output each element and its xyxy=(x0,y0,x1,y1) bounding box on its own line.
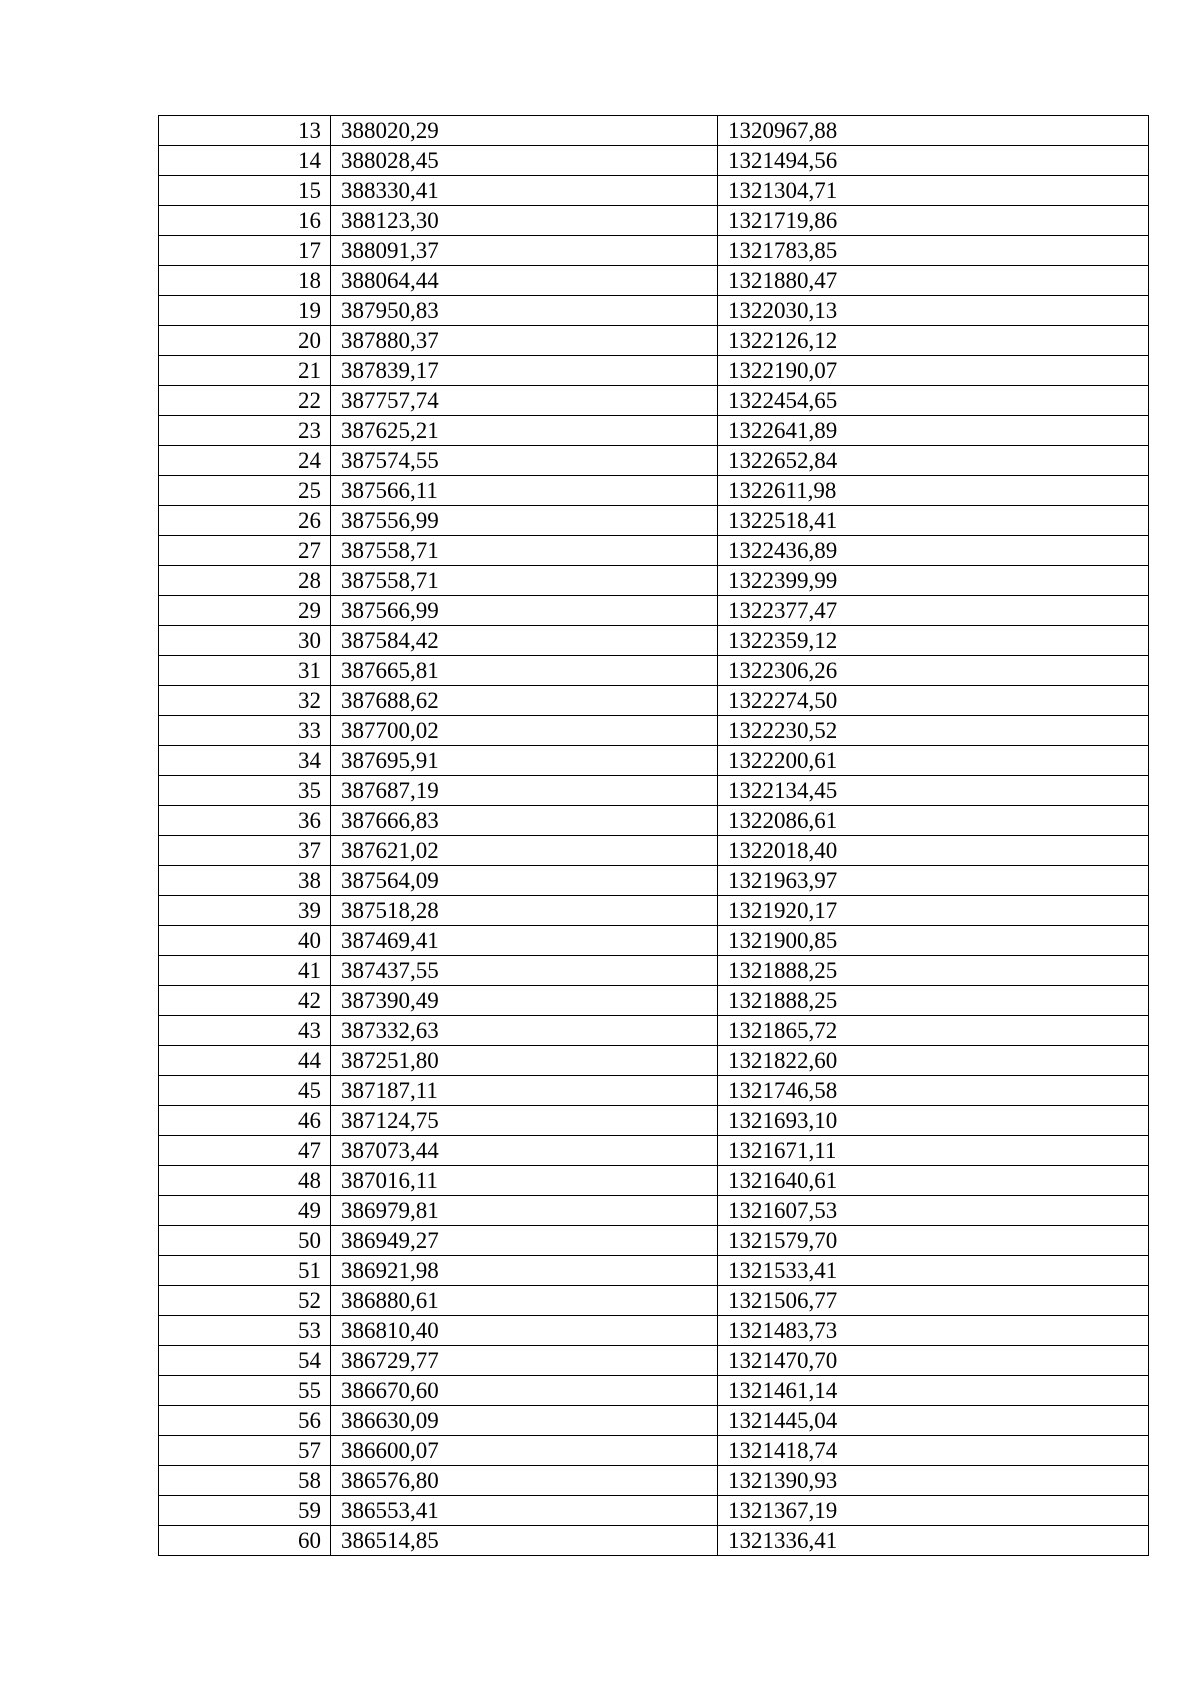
point-number-cell: 27 xyxy=(159,536,331,566)
table-row xyxy=(159,386,1149,416)
table-row xyxy=(159,146,1149,176)
coordinates-table xyxy=(158,115,1149,1556)
point-number-cell: 53 xyxy=(159,1316,331,1346)
y-coordinate-cell: 1321888,25 xyxy=(718,986,1149,1016)
table-row xyxy=(159,1166,1149,1196)
point-number-cell: 58 xyxy=(159,1466,331,1496)
y-coordinate-cell: 1321304,71 xyxy=(718,176,1149,206)
x-coordinate-cell: 386979,81 xyxy=(331,1196,718,1226)
table-row xyxy=(159,716,1149,746)
table-row xyxy=(159,686,1149,716)
point-number-cell: 45 xyxy=(159,1076,331,1106)
x-coordinate-cell: 386600,07 xyxy=(331,1436,718,1466)
y-coordinate-cell: 1321822,60 xyxy=(718,1046,1149,1076)
table-row xyxy=(159,1436,1149,1466)
point-number-cell: 28 xyxy=(159,566,331,596)
point-number-cell: 36 xyxy=(159,806,331,836)
point-number-cell: 20 xyxy=(159,326,331,356)
y-coordinate-cell: 1322611,98 xyxy=(718,476,1149,506)
y-coordinate-cell: 1320967,88 xyxy=(718,116,1149,146)
x-coordinate-cell: 386880,61 xyxy=(331,1286,718,1316)
x-coordinate-cell: 387390,49 xyxy=(331,986,718,1016)
y-coordinate-cell: 1322190,07 xyxy=(718,356,1149,386)
table-row xyxy=(159,326,1149,356)
y-coordinate-cell: 1321671,11 xyxy=(718,1136,1149,1166)
point-number-cell: 26 xyxy=(159,506,331,536)
point-number-cell: 15 xyxy=(159,176,331,206)
x-coordinate-cell: 387437,55 xyxy=(331,956,718,986)
y-coordinate-cell: 1322641,89 xyxy=(718,416,1149,446)
point-number-cell: 21 xyxy=(159,356,331,386)
point-number-cell: 24 xyxy=(159,446,331,476)
table-row xyxy=(159,206,1149,236)
y-coordinate-cell: 1322436,89 xyxy=(718,536,1149,566)
point-number-cell: 47 xyxy=(159,1136,331,1166)
y-coordinate-cell: 1322359,12 xyxy=(718,626,1149,656)
x-coordinate-cell: 386514,85 xyxy=(331,1526,718,1556)
point-number-cell: 16 xyxy=(159,206,331,236)
y-coordinate-cell: 1321746,58 xyxy=(718,1076,1149,1106)
point-number-cell: 17 xyxy=(159,236,331,266)
point-number-cell: 31 xyxy=(159,656,331,686)
table-row xyxy=(159,296,1149,326)
table-row xyxy=(159,956,1149,986)
point-number-cell: 29 xyxy=(159,596,331,626)
table-row xyxy=(159,1226,1149,1256)
y-coordinate-cell: 1321607,53 xyxy=(718,1196,1149,1226)
table-row xyxy=(159,626,1149,656)
x-coordinate-cell: 388020,29 xyxy=(331,116,718,146)
y-coordinate-cell: 1322518,41 xyxy=(718,506,1149,536)
x-coordinate-cell: 386553,41 xyxy=(331,1496,718,1526)
y-coordinate-cell: 1321506,77 xyxy=(718,1286,1149,1316)
point-number-cell: 44 xyxy=(159,1046,331,1076)
point-number-cell: 34 xyxy=(159,746,331,776)
y-coordinate-cell: 1321390,93 xyxy=(718,1466,1149,1496)
x-coordinate-cell: 387665,81 xyxy=(331,656,718,686)
y-coordinate-cell: 1322030,13 xyxy=(718,296,1149,326)
table-row xyxy=(159,536,1149,566)
point-number-cell: 37 xyxy=(159,836,331,866)
coordinates-table-body xyxy=(159,116,1149,1556)
x-coordinate-cell: 387687,19 xyxy=(331,776,718,806)
table-row xyxy=(159,926,1149,956)
y-coordinate-cell: 1321418,74 xyxy=(718,1436,1149,1466)
x-coordinate-cell: 387187,11 xyxy=(331,1076,718,1106)
table-row xyxy=(159,776,1149,806)
x-coordinate-cell: 386576,80 xyxy=(331,1466,718,1496)
y-coordinate-cell: 1321693,10 xyxy=(718,1106,1149,1136)
y-coordinate-cell: 1321494,56 xyxy=(718,146,1149,176)
table-row xyxy=(159,656,1149,686)
point-number-cell: 25 xyxy=(159,476,331,506)
x-coordinate-cell: 387839,17 xyxy=(331,356,718,386)
x-coordinate-cell: 386810,40 xyxy=(331,1316,718,1346)
point-number-cell: 41 xyxy=(159,956,331,986)
x-coordinate-cell: 388330,41 xyxy=(331,176,718,206)
y-coordinate-cell: 1322126,12 xyxy=(718,326,1149,356)
point-number-cell: 46 xyxy=(159,1106,331,1136)
point-number-cell: 18 xyxy=(159,266,331,296)
point-number-cell: 49 xyxy=(159,1196,331,1226)
y-coordinate-cell: 1322086,61 xyxy=(718,806,1149,836)
table-row xyxy=(159,356,1149,386)
point-number-cell: 14 xyxy=(159,146,331,176)
y-coordinate-cell: 1321783,85 xyxy=(718,236,1149,266)
x-coordinate-cell: 387558,71 xyxy=(331,566,718,596)
y-coordinate-cell: 1321900,85 xyxy=(718,926,1149,956)
point-number-cell: 19 xyxy=(159,296,331,326)
x-coordinate-cell: 387518,28 xyxy=(331,896,718,926)
point-number-cell: 30 xyxy=(159,626,331,656)
x-coordinate-cell: 387688,62 xyxy=(331,686,718,716)
x-coordinate-cell: 387574,55 xyxy=(331,446,718,476)
y-coordinate-cell: 1321880,47 xyxy=(718,266,1149,296)
table-row xyxy=(159,1016,1149,1046)
y-coordinate-cell: 1321533,41 xyxy=(718,1256,1149,1286)
x-coordinate-cell: 387584,42 xyxy=(331,626,718,656)
y-coordinate-cell: 1321865,72 xyxy=(718,1016,1149,1046)
x-coordinate-cell: 387564,09 xyxy=(331,866,718,896)
table-row xyxy=(159,116,1149,146)
table-row xyxy=(159,1346,1149,1376)
point-number-cell: 32 xyxy=(159,686,331,716)
table-row xyxy=(159,416,1149,446)
y-coordinate-cell: 1321461,14 xyxy=(718,1376,1149,1406)
point-number-cell: 56 xyxy=(159,1406,331,1436)
x-coordinate-cell: 387332,63 xyxy=(331,1016,718,1046)
table-row xyxy=(159,1136,1149,1166)
table-row xyxy=(159,836,1149,866)
table-row xyxy=(159,746,1149,776)
point-number-cell: 39 xyxy=(159,896,331,926)
point-number-cell: 42 xyxy=(159,986,331,1016)
y-coordinate-cell: 1322306,26 xyxy=(718,656,1149,686)
point-number-cell: 23 xyxy=(159,416,331,446)
point-number-cell: 50 xyxy=(159,1226,331,1256)
table-row xyxy=(159,446,1149,476)
x-coordinate-cell: 387469,41 xyxy=(331,926,718,956)
table-row xyxy=(159,506,1149,536)
table-row xyxy=(159,1286,1149,1316)
x-coordinate-cell: 387621,02 xyxy=(331,836,718,866)
point-number-cell: 57 xyxy=(159,1436,331,1466)
table-row xyxy=(159,806,1149,836)
table-row xyxy=(159,866,1149,896)
y-coordinate-cell: 1322018,40 xyxy=(718,836,1149,866)
x-coordinate-cell: 388091,37 xyxy=(331,236,718,266)
point-number-cell: 35 xyxy=(159,776,331,806)
x-coordinate-cell: 386921,98 xyxy=(331,1256,718,1286)
x-coordinate-cell: 387880,37 xyxy=(331,326,718,356)
x-coordinate-cell: 387566,99 xyxy=(331,596,718,626)
table-row xyxy=(159,1496,1149,1526)
table-row xyxy=(159,986,1149,1016)
point-number-cell: 33 xyxy=(159,716,331,746)
x-coordinate-cell: 387251,80 xyxy=(331,1046,718,1076)
table-row xyxy=(159,266,1149,296)
y-coordinate-cell: 1321719,86 xyxy=(718,206,1149,236)
y-coordinate-cell: 1321470,70 xyxy=(718,1346,1149,1376)
table-row xyxy=(159,896,1149,926)
point-number-cell: 60 xyxy=(159,1526,331,1556)
y-coordinate-cell: 1322134,45 xyxy=(718,776,1149,806)
x-coordinate-cell: 387695,91 xyxy=(331,746,718,776)
point-number-cell: 52 xyxy=(159,1286,331,1316)
point-number-cell: 54 xyxy=(159,1346,331,1376)
table-row xyxy=(159,1376,1149,1406)
table-row xyxy=(159,176,1149,206)
y-coordinate-cell: 1322230,52 xyxy=(718,716,1149,746)
table-row xyxy=(159,1316,1149,1346)
y-coordinate-cell: 1321445,04 xyxy=(718,1406,1149,1436)
y-coordinate-cell: 1322377,47 xyxy=(718,596,1149,626)
point-number-cell: 59 xyxy=(159,1496,331,1526)
y-coordinate-cell: 1321367,19 xyxy=(718,1496,1149,1526)
x-coordinate-cell: 387016,11 xyxy=(331,1166,718,1196)
point-number-cell: 38 xyxy=(159,866,331,896)
x-coordinate-cell: 387566,11 xyxy=(331,476,718,506)
table-row xyxy=(159,236,1149,266)
x-coordinate-cell: 387666,83 xyxy=(331,806,718,836)
y-coordinate-cell: 1322274,50 xyxy=(718,686,1149,716)
table-row xyxy=(159,1046,1149,1076)
point-number-cell: 48 xyxy=(159,1166,331,1196)
table-row xyxy=(159,1466,1149,1496)
y-coordinate-cell: 1321920,17 xyxy=(718,896,1149,926)
x-coordinate-cell: 386630,09 xyxy=(331,1406,718,1436)
x-coordinate-cell: 386949,27 xyxy=(331,1226,718,1256)
table-row xyxy=(159,1106,1149,1136)
table-row xyxy=(159,566,1149,596)
x-coordinate-cell: 388028,45 xyxy=(331,146,718,176)
x-coordinate-cell: 387700,02 xyxy=(331,716,718,746)
x-coordinate-cell: 386670,60 xyxy=(331,1376,718,1406)
x-coordinate-cell: 387556,99 xyxy=(331,506,718,536)
x-coordinate-cell: 387950,83 xyxy=(331,296,718,326)
x-coordinate-cell: 387625,21 xyxy=(331,416,718,446)
table-row xyxy=(159,1196,1149,1226)
x-coordinate-cell: 387757,74 xyxy=(331,386,718,416)
y-coordinate-cell: 1321579,70 xyxy=(718,1226,1149,1256)
point-number-cell: 40 xyxy=(159,926,331,956)
point-number-cell: 51 xyxy=(159,1256,331,1286)
x-coordinate-cell: 387558,71 xyxy=(331,536,718,566)
point-number-cell: 22 xyxy=(159,386,331,416)
y-coordinate-cell: 1322399,99 xyxy=(718,566,1149,596)
y-coordinate-cell: 1321483,73 xyxy=(718,1316,1149,1346)
x-coordinate-cell: 386729,77 xyxy=(331,1346,718,1376)
x-coordinate-cell: 387073,44 xyxy=(331,1136,718,1166)
y-coordinate-cell: 1321640,61 xyxy=(718,1166,1149,1196)
y-coordinate-cell: 1321336,41 xyxy=(718,1526,1149,1556)
y-coordinate-cell: 1321963,97 xyxy=(718,866,1149,896)
point-number-cell: 55 xyxy=(159,1376,331,1406)
y-coordinate-cell: 1321888,25 xyxy=(718,956,1149,986)
table-row xyxy=(159,1526,1149,1556)
table-row xyxy=(159,1406,1149,1436)
x-coordinate-cell: 387124,75 xyxy=(331,1106,718,1136)
x-coordinate-cell: 388064,44 xyxy=(331,266,718,296)
y-coordinate-cell: 1322200,61 xyxy=(718,746,1149,776)
table-row xyxy=(159,596,1149,626)
table-row xyxy=(159,1256,1149,1286)
table-row xyxy=(159,1076,1149,1106)
y-coordinate-cell: 1322454,65 xyxy=(718,386,1149,416)
table-row xyxy=(159,476,1149,506)
point-number-cell: 13 xyxy=(159,116,331,146)
x-coordinate-cell: 388123,30 xyxy=(331,206,718,236)
y-coordinate-cell: 1322652,84 xyxy=(718,446,1149,476)
point-number-cell: 43 xyxy=(159,1016,331,1046)
